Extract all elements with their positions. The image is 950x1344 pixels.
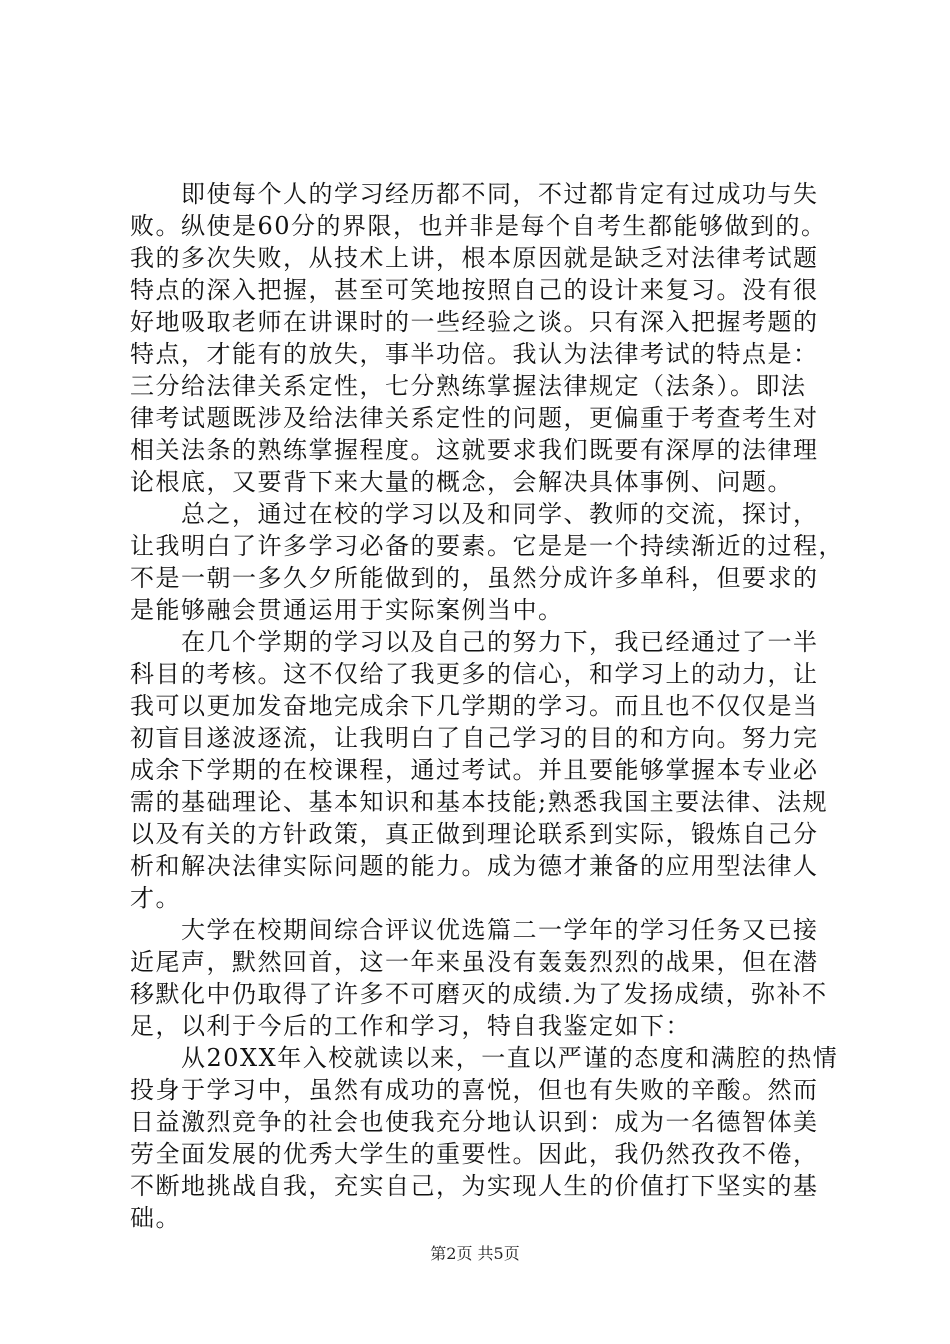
text-line: 劳全面发展的优秀大学生的重要性。因此，我仍然孜孜不倦，: [130, 1140, 819, 1168]
text-line: 特点，才能有的放失，事半功倍。我认为法律考试的特点是：: [130, 340, 819, 368]
text-line: 让我明白了许多学习必备的要素。它是是一个持续渐近的过程，: [130, 532, 844, 560]
text-line: 科目的考核。这不仅给了我更多的信心，和学习上的动力，让: [130, 660, 819, 688]
page-number-footer: 第2页 共5页: [430, 1244, 520, 1263]
text-line: 特点的深入把握，甚至可笑地按照自己的设计来复习。没有很: [130, 276, 819, 304]
text-line: 日益激烈竞争的社会也使我充分地认识到：成为一名德智体美: [130, 1108, 819, 1136]
text-line: 从20XX年入校就读以来，一直以严谨的态度和满腔的热情: [130, 1044, 839, 1072]
text-line: 成余下学期的在校课程，通过考试。并且要能够掌握本专业必: [130, 756, 819, 784]
text-line: 才。: [130, 884, 181, 912]
text-line: 大学在校期间综合评议优选篇二一学年的学习任务又已接: [130, 916, 819, 944]
text-line: 好地吸取老师在讲课时的一些经验之谈。只有深入把握考题的: [130, 308, 819, 336]
text-line: 投身于学习中，虽然有成功的喜悦，但也有失败的辛酸。然而: [130, 1076, 819, 1104]
text-line: 即使每个人的学习经历都不同，不过都肯定有过成功与失: [130, 180, 819, 208]
text-line: 论根底，又要背下来大量的概念，会解决具体事例、问题。: [130, 468, 793, 496]
text-line: 不是一朝一多久夕所能做到的，虽然分成许多单科，但要求的: [130, 564, 819, 592]
body-text: [130, 178, 844, 1234]
text-line: 败。纵使是60分的界限，也并非是每个自考生都能够做到的。: [130, 212, 827, 240]
text-line: 我的多次失败，从技术上讲，根本原因就是缺乏对法律考试题: [130, 244, 819, 272]
text-line: 在几个学期的学习以及自己的努力下，我已经通过了一半: [130, 628, 819, 656]
text-line: 移默化中仍取得了许多不可磨灭的成绩.为了发扬成绩，弥补不: [130, 980, 828, 1008]
text-line: 三分给法律关系定性，七分熟练掌握法律规定（法条）。即法: [130, 372, 807, 400]
text-line: 初盲目遂波逐流，让我明白了自己学习的目的和方向。努力完: [130, 724, 819, 752]
text-line: 近尾声，默然回首，这一年来虽没有轰轰烈烈的战果，但在潜: [130, 948, 819, 976]
text-line: 以及有关的方针政策，真正做到理论联系到实际，锻炼自己分: [130, 820, 819, 848]
text-line: 相关法条的熟练掌握程度。这就要求我们既要有深厚的法律理: [130, 436, 819, 464]
text-line: 是能够融会贯通运用于实际案例当中。: [130, 596, 564, 624]
text-line: 律考试题既涉及给法律关系定性的问题，更偏重于考查考生对: [130, 404, 819, 432]
text-line: 础。: [130, 1204, 181, 1232]
text-line: 析和解决法律实际问题的能力。成为德才兼备的应用型法律人: [130, 852, 819, 880]
text-line: 总之，通过在校的学习以及和同学、教师的交流，探讨，: [130, 500, 819, 528]
text-line: 足，以利于今后的工作和学习，特自我鉴定如下：: [130, 1012, 691, 1040]
text-line: 需的基础理论、基本知识和基本技能;熟悉我国主要法律、法规: [130, 788, 829, 816]
text-line: 不断地挑战自我，充实自己，为实现人生的价值打下坚实的基: [130, 1172, 819, 1200]
text-line: 我可以更加发奋地完成余下几学期的学习。而且也不仅仅是当: [130, 692, 819, 720]
